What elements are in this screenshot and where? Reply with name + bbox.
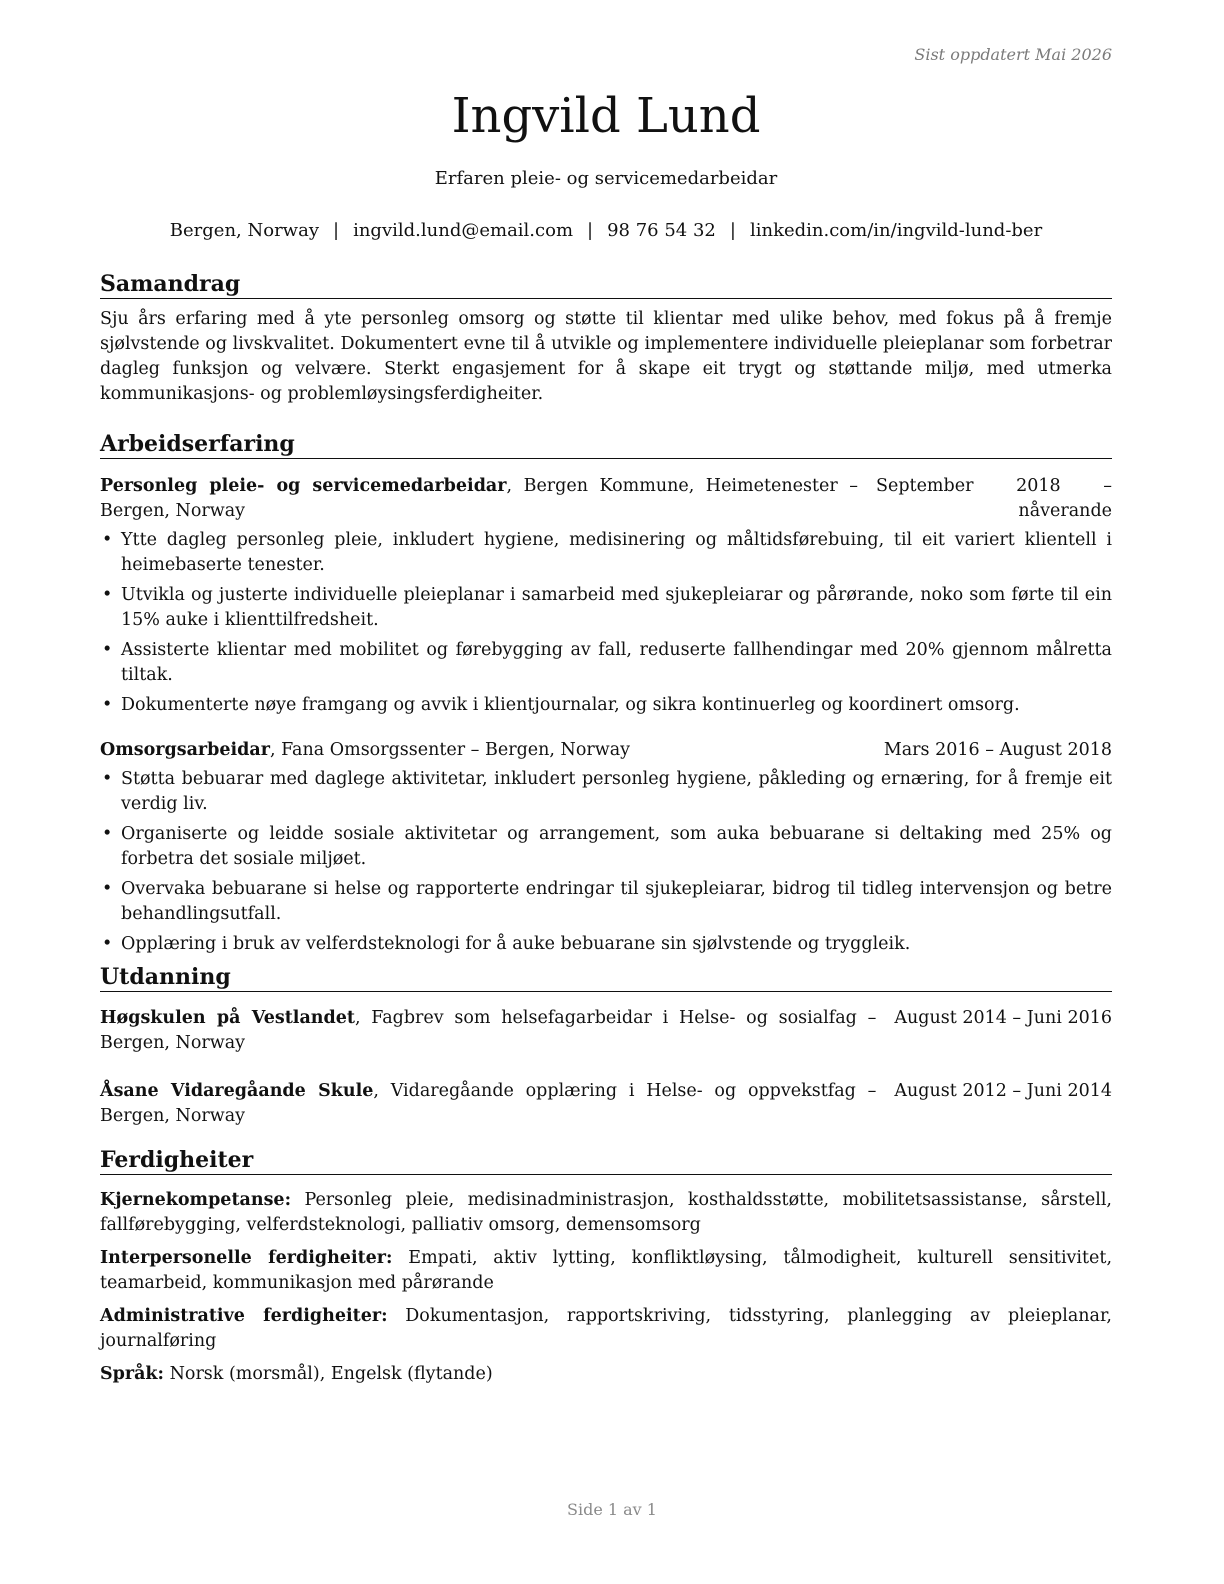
job-role: Omsorgsarbeidar	[100, 740, 270, 760]
job-role: Personleg pleie- og servicemedarbeidar	[100, 476, 507, 496]
person-name: Ingvild Lund	[451, 88, 761, 144]
skill-value: Personleg pleie, medisinadministrasjon, kosthaldsstøtte, mobilitetsassistanse, sårstell, fallførebygging, velferdsteknologi, palliativ omsorg, demensomsorg	[100, 1190, 1112, 1235]
list-item: • Støtta bebuarar med daglege aktivitetar, inkludert personleg hygiene, påkleding og ernæring, for å fremje eit verdig liv.	[100, 767, 1112, 817]
skill-row	[100, 1188, 1112, 1238]
education-detail: , Fagbrev som helsefagarbeidar i Helse- og sosialfag – Bergen, Norway	[100, 1008, 877, 1053]
skill-row	[100, 1246, 1112, 1296]
education-dates: August 2014 – Juni 2016	[894, 1008, 1112, 1028]
contact-line	[100, 219, 1112, 243]
contact-email: ingvild.lund@email.com	[353, 220, 574, 241]
list-item: • Ytte dagleg personleg pleie, inkludert hygiene, medisinering og måltidsførebuing, til eit variert klientell i heimebaserte tenester.	[100, 528, 1112, 578]
education-section	[100, 963, 1112, 1129]
contact-phone: 98 76 54 32	[607, 220, 716, 241]
job-dates: September 2018 – nåverande	[876, 476, 1112, 521]
skill-value: Dokumentasjon, rapportskriving, tidsstyring, planlegging av pleieplanar, journalføring	[100, 1306, 1112, 1351]
job-place: , Bergen Kommune, Heimetenester – Bergen, Norway	[100, 476, 858, 521]
summary-section	[100, 270, 1112, 407]
job-dates: Mars 2016 – August 2018	[883, 740, 1112, 760]
job-place: , Fana Omsorgssenter – Bergen, Norway	[269, 740, 631, 760]
experience-section	[100, 430, 1112, 962]
skill-label: Interpersonelle ferdigheiter:	[100, 1248, 393, 1268]
education-item	[100, 1079, 1112, 1129]
contact-separator: |	[333, 220, 340, 241]
job-title-line	[100, 738, 866, 763]
section-title: Ferdigheiter	[100, 1146, 1112, 1175]
contact-linkedin: linkedin.com/in/ingvild-lund-ber	[749, 220, 1043, 241]
last-updated: Sist oppdatert Mai 2026	[914, 45, 1112, 64]
skill-value: Empati, aktiv lytting, konfliktløysing, tålmodigheit, kulturell sensitivitet, teamarbeid, kommunikasjon med pårørande	[100, 1248, 1113, 1293]
page-number: Side 1 av 1	[567, 1500, 657, 1519]
summary-text: Sju års erfaring med å yte personleg omsorg og støtte til klientar med ulike behov, med fokus på å fremje sjølvstende og livskvalitet. Dokumentert evne til å utvikle og implementere individuelle pleieplanar som forbetrar dagleg funksjon og velvære. Sterkt engasjement for å skape eit trygt og støttande miljø, med utmerka kommunikasjons- og problemløysingsferdigheiter.	[100, 309, 1112, 404]
skill-row	[100, 1304, 1112, 1354]
skills-section	[100, 1146, 1112, 1387]
skill-label: Administrative ferdigheiter:	[100, 1306, 388, 1326]
job-bullets	[100, 528, 1112, 718]
headline: Erfaren pleie- og servicemedarbeidar	[434, 168, 778, 189]
skill-row	[100, 1362, 1112, 1387]
contact-location: Bergen, Norway	[169, 220, 319, 241]
education-line	[100, 1079, 876, 1129]
education-item	[100, 1006, 1112, 1056]
skill-label: Kjernekompetanse:	[100, 1190, 292, 1210]
list-item: • Organiserte og leidde sosiale aktivitetar og arrangement, som auka bebuarane si deltaking med 25% og forbetra det sosiale miljøet.	[100, 822, 1112, 872]
school-name: Åsane Vidaregåande Skule	[100, 1081, 374, 1101]
list-item: • Utvikla og justerte individuelle pleieplanar i samarbeid med sjukepleiarar og pårørande, noko som førte til ein 15% auke i klienttilfredsheit.	[100, 583, 1112, 633]
section-title: Samandrag	[100, 270, 1112, 299]
education-dates: August 2012 – Juni 2014	[894, 1081, 1112, 1101]
list-item: • Overvaka bebuarane si helse og rapporterte endringar til sjukepleiarar, bidrog til tidleg intervensjon og betre behandlingsutfall.	[100, 877, 1112, 927]
school-name: Høgskulen på Vestlandet	[100, 1008, 355, 1028]
list-item: • Assisterte klientar med mobilitet og førebygging av fall, reduserte fallhendingar med 20% gjennom målretta tiltak.	[100, 638, 1112, 688]
list-item: • Dokumenterte nøye framgang og avvik i klientjournalar, og sikra kontinuerleg og koordinert omsorg.	[100, 693, 1112, 718]
education-line	[100, 1006, 876, 1056]
job-bullets	[100, 767, 1112, 957]
list-item: • Opplæring i bruk av velferdsteknologi for å auke bebuarane sin sjølvstende og tryggleik.	[100, 932, 1112, 957]
section-title: Arbeidserfaring	[100, 430, 1112, 459]
job-header	[100, 474, 1112, 524]
education-detail: , Vidaregåande opplæring i Helse- og oppvekstfag – Bergen, Norway	[100, 1081, 877, 1126]
job-header	[100, 738, 1112, 763]
contact-separator: |	[587, 220, 594, 241]
section-title: Utdanning	[100, 963, 1112, 992]
skill-label: Språk:	[100, 1364, 165, 1384]
skill-value: Norsk (morsmål), Engelsk (flytande)	[164, 1364, 493, 1384]
contact-separator: |	[729, 220, 736, 241]
job-title-line	[100, 474, 858, 524]
